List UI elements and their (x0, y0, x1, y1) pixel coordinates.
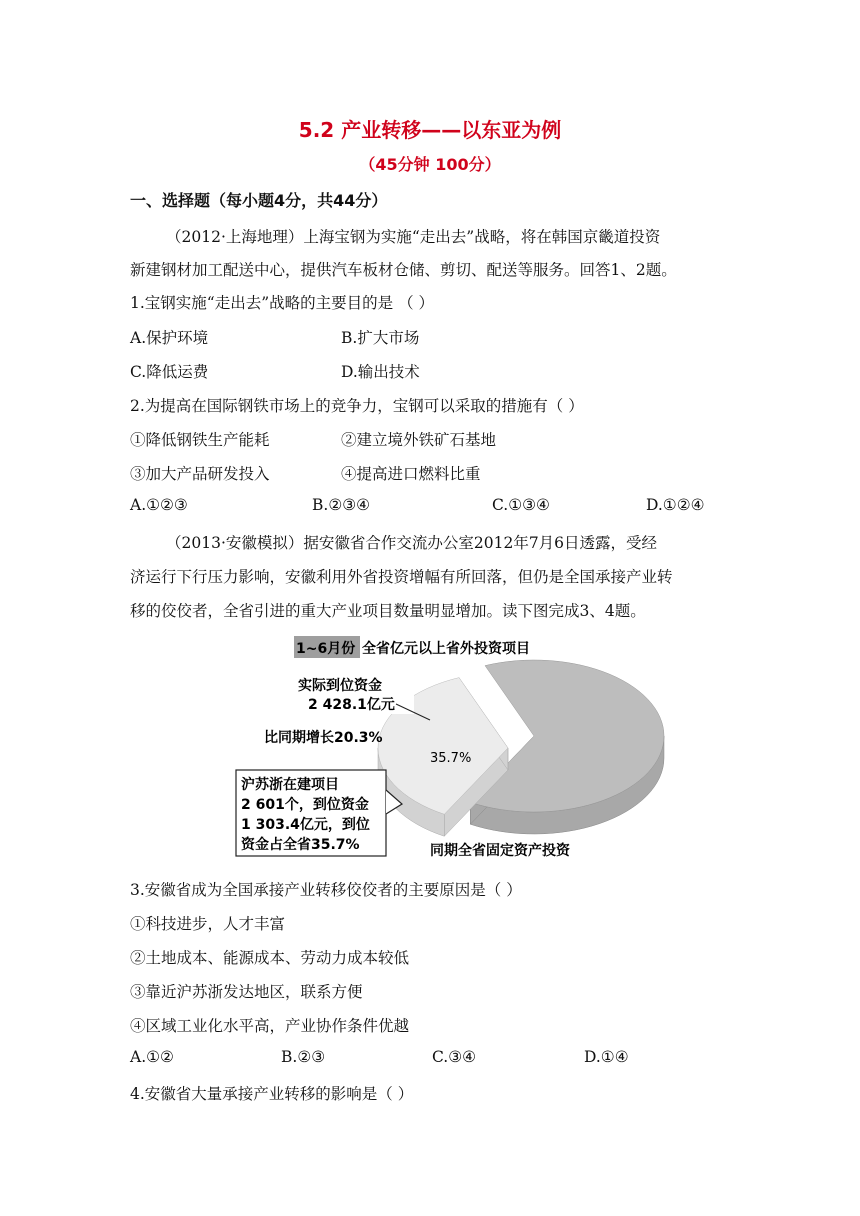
intro1-line1: （2012·上海地理）上海宝钢为实施“走出去”战略，将在韩国京畿道投资 (166, 228, 661, 246)
q3-option-c: C.③④ (432, 1048, 477, 1066)
q2-statement-2: ②建立境外铁矿石基地 (341, 431, 497, 449)
page-title: 5.2 产业转移——以东亚为例 (298, 118, 562, 142)
label-actual-amount: 2 428.1亿元 (308, 697, 395, 713)
q3-option-b: B.②③ (281, 1048, 326, 1066)
chart-title-highlight: 1~6月份 (296, 641, 356, 657)
q2-statement-1: ①降低钢铁生产能耗 (130, 431, 270, 449)
q3-option-a: A.①② (130, 1048, 174, 1066)
intro2-line3: 移的佼佼者，全省引进的重大产业项目数量明显增加。读下图完成3、4题。 (130, 602, 646, 620)
q2-statement-4: ④提高进口燃料比重 (341, 465, 481, 483)
intro2-line1: （2013·安徽模拟）据安徽省合作交流办公室2012年7月6日透露，受经 (166, 534, 658, 552)
label-total-investment: 同期全省固定资产投资 (430, 843, 570, 859)
q2-option-b: B.②③④ (312, 496, 371, 514)
q2-option-d: D.①②④ (646, 496, 705, 514)
investment-pie-chart (234, 634, 674, 864)
q4-stem: 4.安徽省大量承接产业转移的影响是（ ） (130, 1085, 414, 1103)
q1-option-d: D.输出技术 (341, 363, 420, 381)
q3-stem: 3.安徽省成为全国承接产业转移佼佼者的主要原因是（ ） (130, 881, 522, 899)
section-heading: 一、选择题（每小题4分，共44分） (130, 191, 388, 210)
box-line-4: 资金占全省35.7% (241, 837, 360, 853)
q1-stem: 1.宝钢实施“走出去”战略的主要目的是 （ ） (130, 294, 434, 312)
q3-option-d: D.①④ (584, 1048, 629, 1066)
page-subtitle: （45分钟 100分） (359, 155, 501, 174)
box-line-1: 沪苏浙在建项目 (241, 777, 339, 793)
q3-statement-2: ②土地成本、能源成本、劳动力成本较低 (130, 949, 410, 967)
q1-option-a: A.保护环境 (130, 329, 209, 347)
q3-statement-4: ④区域工业化水平高，产业协作条件优越 (130, 1017, 410, 1035)
intro1-line2: 新建钢材加工配送中心，提供汽车板材仓储、剪切、配送等服务。回答1、2题。 (130, 261, 677, 279)
q3-statement-3: ③靠近沪苏浙发达地区，联系方便 (130, 983, 363, 1001)
label-growth: 比同期增长20.3% (264, 730, 383, 746)
box-line-2: 2 601个，到位资金 (241, 797, 369, 813)
q3-statement-1: ①科技进步，人才丰富 (130, 915, 286, 933)
intro2-line2: 济运行下行压力影响，安徽利用外省投资增幅有所回落，但仍是全国承接产业转 (130, 568, 673, 586)
box-line-3: 1 303.4亿元，到位 (241, 817, 370, 833)
label-actual-funds: 实际到位资金 (298, 678, 382, 694)
q2-statement-3: ③加大产品研发投入 (130, 465, 270, 483)
chart-title: 全省亿元以上省外投资项目 (362, 641, 530, 657)
q2-stem: 2.为提高在国际钢铁市场上的竞争力，宝钢可以采取的措施有（ ） (130, 397, 584, 415)
q2-option-a: A.①②③ (130, 496, 188, 514)
q2-option-c: C.①③④ (492, 496, 550, 514)
q1-option-c: C.降低运费 (130, 363, 209, 381)
q1-option-b: B.扩大市场 (341, 329, 420, 347)
slice-percent-label: 35.7% (430, 751, 472, 766)
